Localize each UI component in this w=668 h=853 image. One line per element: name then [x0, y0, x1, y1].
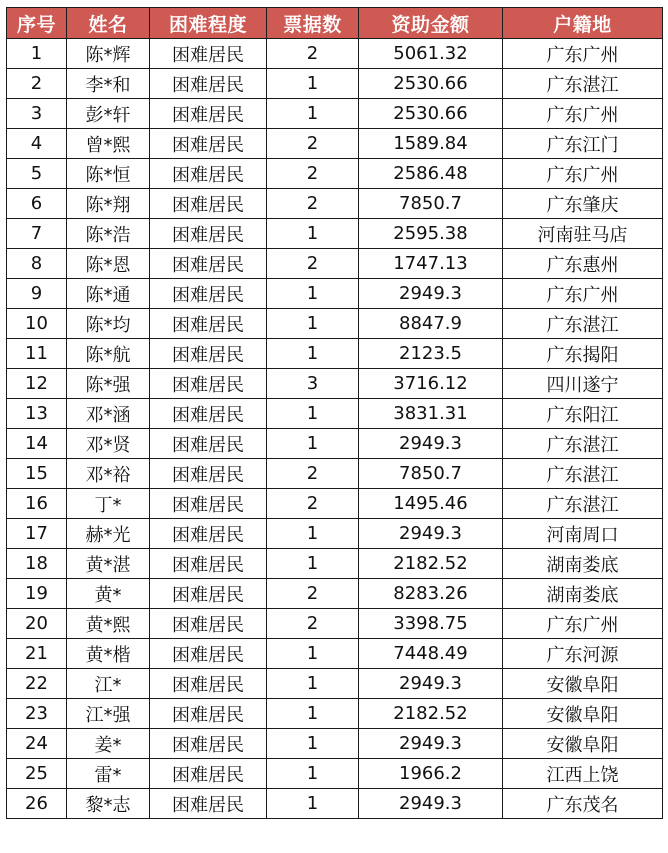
- cell-aid-amount: 2182.52: [359, 549, 503, 579]
- cell-hardship-level: 困难居民: [150, 789, 267, 819]
- column-header-hardship-level: 困难程度: [150, 8, 267, 39]
- cell-seq: 1: [7, 39, 67, 69]
- cell-seq: 7: [7, 219, 67, 249]
- cell-name: 黄*熙: [67, 609, 150, 639]
- cell-receipt-count: 2: [267, 159, 359, 189]
- cell-hardship-level: 困难居民: [150, 39, 267, 69]
- table-row: [7, 129, 663, 159]
- cell-aid-amount: 2182.52: [359, 699, 503, 729]
- cell-receipt-count: 1: [267, 519, 359, 549]
- cell-name: 黎*志: [67, 789, 150, 819]
- table-row: [7, 609, 663, 639]
- cell-name: 彭*轩: [67, 99, 150, 129]
- cell-household-registration: 四川遂宁: [503, 369, 663, 399]
- cell-hardship-level: 困难居民: [150, 729, 267, 759]
- cell-receipt-count: 2: [267, 39, 359, 69]
- cell-hardship-level: 困难居民: [150, 279, 267, 309]
- cell-hardship-level: 困难居民: [150, 129, 267, 159]
- table-header: [7, 8, 663, 39]
- cell-household-registration: 广东茂名: [503, 789, 663, 819]
- cell-receipt-count: 1: [267, 429, 359, 459]
- cell-seq: 16: [7, 489, 67, 519]
- cell-hardship-level: 困难居民: [150, 519, 267, 549]
- cell-household-registration: 广东惠州: [503, 249, 663, 279]
- cell-household-registration: 湖南娄底: [503, 579, 663, 609]
- cell-name: 黄*楷: [67, 639, 150, 669]
- cell-seq: 22: [7, 669, 67, 699]
- table-row: [7, 789, 663, 819]
- cell-aid-amount: 2949.3: [359, 669, 503, 699]
- table-row: [7, 159, 663, 189]
- cell-household-registration: 广东广州: [503, 279, 663, 309]
- table-row: [7, 669, 663, 699]
- cell-receipt-count: 1: [267, 219, 359, 249]
- cell-household-registration: 河南周口: [503, 519, 663, 549]
- cell-receipt-count: 1: [267, 99, 359, 129]
- cell-household-registration: 广东河源: [503, 639, 663, 669]
- cell-receipt-count: 2: [267, 189, 359, 219]
- cell-name: 邓*裕: [67, 459, 150, 489]
- table-row: [7, 699, 663, 729]
- cell-hardship-level: 困难居民: [150, 489, 267, 519]
- cell-hardship-level: 困难居民: [150, 429, 267, 459]
- cell-household-registration: 江西上饶: [503, 759, 663, 789]
- column-header-household-registration: 户籍地: [503, 8, 663, 39]
- cell-receipt-count: 1: [267, 729, 359, 759]
- cell-hardship-level: 困难居民: [150, 159, 267, 189]
- cell-seq: 23: [7, 699, 67, 729]
- cell-aid-amount: 2949.3: [359, 729, 503, 759]
- cell-receipt-count: 2: [267, 249, 359, 279]
- table-row: [7, 639, 663, 669]
- cell-name: 江*强: [67, 699, 150, 729]
- cell-hardship-level: 困难居民: [150, 579, 267, 609]
- table-row: [7, 519, 663, 549]
- cell-receipt-count: 1: [267, 399, 359, 429]
- cell-household-registration: 广东湛江: [503, 489, 663, 519]
- cell-receipt-count: 2: [267, 609, 359, 639]
- cell-aid-amount: 2949.3: [359, 429, 503, 459]
- cell-receipt-count: 1: [267, 789, 359, 819]
- cell-aid-amount: 5061.32: [359, 39, 503, 69]
- cell-seq: 9: [7, 279, 67, 309]
- cell-name: 陈*恩: [67, 249, 150, 279]
- cell-seq: 24: [7, 729, 67, 759]
- cell-hardship-level: 困难居民: [150, 219, 267, 249]
- cell-name: 雷*: [67, 759, 150, 789]
- cell-receipt-count: 1: [267, 759, 359, 789]
- cell-seq: 12: [7, 369, 67, 399]
- cell-receipt-count: 1: [267, 279, 359, 309]
- table-row: [7, 549, 663, 579]
- cell-aid-amount: 3831.31: [359, 399, 503, 429]
- cell-household-registration: 安徽阜阳: [503, 669, 663, 699]
- table-row: [7, 399, 663, 429]
- header-row: [7, 8, 663, 39]
- column-header-name: 姓名: [67, 8, 150, 39]
- table-row: [7, 69, 663, 99]
- table-row: [7, 309, 663, 339]
- cell-seq: 3: [7, 99, 67, 129]
- table-body: [7, 39, 663, 819]
- cell-seq: 6: [7, 189, 67, 219]
- cell-receipt-count: 3: [267, 369, 359, 399]
- cell-aid-amount: 8283.26: [359, 579, 503, 609]
- cell-hardship-level: 困难居民: [150, 339, 267, 369]
- cell-receipt-count: 2: [267, 579, 359, 609]
- cell-receipt-count: 1: [267, 699, 359, 729]
- cell-name: 陈*均: [67, 309, 150, 339]
- cell-hardship-level: 困难居民: [150, 99, 267, 129]
- cell-name: 江*: [67, 669, 150, 699]
- cell-name: 黄*湛: [67, 549, 150, 579]
- cell-household-registration: 广东广州: [503, 609, 663, 639]
- table-row: [7, 489, 663, 519]
- cell-hardship-level: 困难居民: [150, 399, 267, 429]
- table-row: [7, 759, 663, 789]
- cell-receipt-count: 1: [267, 669, 359, 699]
- cell-aid-amount: 2595.38: [359, 219, 503, 249]
- cell-seq: 14: [7, 429, 67, 459]
- cell-household-registration: 广东湛江: [503, 69, 663, 99]
- cell-seq: 15: [7, 459, 67, 489]
- cell-name: 李*和: [67, 69, 150, 99]
- cell-hardship-level: 困难居民: [150, 699, 267, 729]
- cell-household-registration: 安徽阜阳: [503, 699, 663, 729]
- cell-hardship-level: 困难居民: [150, 309, 267, 339]
- table-row: [7, 579, 663, 609]
- cell-seq: 13: [7, 399, 67, 429]
- cell-household-registration: 广东阳江: [503, 399, 663, 429]
- cell-household-registration: 广东湛江: [503, 429, 663, 459]
- cell-aid-amount: 7850.7: [359, 459, 503, 489]
- cell-hardship-level: 困难居民: [150, 189, 267, 219]
- column-header-aid-amount: 资助金额: [359, 8, 503, 39]
- table-row: [7, 249, 663, 279]
- cell-aid-amount: 2586.48: [359, 159, 503, 189]
- cell-seq: 10: [7, 309, 67, 339]
- cell-name: 陈*辉: [67, 39, 150, 69]
- cell-aid-amount: 2949.3: [359, 279, 503, 309]
- cell-aid-amount: 2530.66: [359, 69, 503, 99]
- cell-name: 陈*翔: [67, 189, 150, 219]
- cell-household-registration: 广东江门: [503, 129, 663, 159]
- cell-aid-amount: 8847.9: [359, 309, 503, 339]
- cell-receipt-count: 2: [267, 459, 359, 489]
- cell-seq: 8: [7, 249, 67, 279]
- table-row: [7, 459, 663, 489]
- cell-household-registration: 广东广州: [503, 39, 663, 69]
- cell-household-registration: 广东广州: [503, 159, 663, 189]
- cell-seq: 5: [7, 159, 67, 189]
- cell-seq: 21: [7, 639, 67, 669]
- cell-name: 陈*浩: [67, 219, 150, 249]
- cell-seq: 17: [7, 519, 67, 549]
- cell-hardship-level: 困难居民: [150, 369, 267, 399]
- cell-household-registration: 湖南娄底: [503, 549, 663, 579]
- cell-name: 陈*航: [67, 339, 150, 369]
- cell-name: 赫*光: [67, 519, 150, 549]
- cell-household-registration: 河南驻马店: [503, 219, 663, 249]
- cell-seq: 19: [7, 579, 67, 609]
- cell-aid-amount: 7850.7: [359, 189, 503, 219]
- column-header-receipt-count: 票据数: [267, 8, 359, 39]
- table-row: [7, 99, 663, 129]
- cell-aid-amount: 7448.49: [359, 639, 503, 669]
- cell-name: 陈*恒: [67, 159, 150, 189]
- cell-seq: 11: [7, 339, 67, 369]
- column-header-seq: 序号: [7, 8, 67, 39]
- table-row: [7, 219, 663, 249]
- cell-receipt-count: 1: [267, 309, 359, 339]
- table-row: [7, 729, 663, 759]
- cell-aid-amount: 1589.84: [359, 129, 503, 159]
- table-row: [7, 189, 663, 219]
- cell-household-registration: 广东湛江: [503, 309, 663, 339]
- cell-seq: 2: [7, 69, 67, 99]
- aid-recipients-table: [6, 7, 663, 819]
- cell-receipt-count: 1: [267, 339, 359, 369]
- cell-name: 邓*贤: [67, 429, 150, 459]
- cell-receipt-count: 1: [267, 549, 359, 579]
- cell-aid-amount: 3398.75: [359, 609, 503, 639]
- cell-name: 姜*: [67, 729, 150, 759]
- cell-aid-amount: 1495.46: [359, 489, 503, 519]
- cell-hardship-level: 困难居民: [150, 249, 267, 279]
- cell-name: 丁*: [67, 489, 150, 519]
- cell-household-registration: 广东揭阳: [503, 339, 663, 369]
- cell-hardship-level: 困难居民: [150, 549, 267, 579]
- cell-name: 陈*强: [67, 369, 150, 399]
- cell-name: 黄*: [67, 579, 150, 609]
- cell-household-registration: 广东肇庆: [503, 189, 663, 219]
- cell-hardship-level: 困难居民: [150, 669, 267, 699]
- table-row: [7, 429, 663, 459]
- cell-aid-amount: 3716.12: [359, 369, 503, 399]
- cell-household-registration: 安徽阜阳: [503, 729, 663, 759]
- cell-receipt-count: 2: [267, 129, 359, 159]
- cell-aid-amount: 1747.13: [359, 249, 503, 279]
- cell-name: 曾*熙: [67, 129, 150, 159]
- cell-receipt-count: 1: [267, 639, 359, 669]
- cell-household-registration: 广东湛江: [503, 459, 663, 489]
- table-row: [7, 279, 663, 309]
- table-row: [7, 339, 663, 369]
- cell-hardship-level: 困难居民: [150, 639, 267, 669]
- cell-receipt-count: 2: [267, 489, 359, 519]
- cell-hardship-level: 困难居民: [150, 609, 267, 639]
- cell-aid-amount: 2949.3: [359, 519, 503, 549]
- cell-hardship-level: 困难居民: [150, 69, 267, 99]
- cell-hardship-level: 困难居民: [150, 459, 267, 489]
- cell-aid-amount: 2949.3: [359, 789, 503, 819]
- cell-seq: 26: [7, 789, 67, 819]
- cell-receipt-count: 1: [267, 69, 359, 99]
- table-row: [7, 369, 663, 399]
- cell-hardship-level: 困难居民: [150, 759, 267, 789]
- cell-seq: 4: [7, 129, 67, 159]
- cell-name: 邓*涵: [67, 399, 150, 429]
- cell-seq: 25: [7, 759, 67, 789]
- table-row: [7, 39, 663, 69]
- cell-seq: 18: [7, 549, 67, 579]
- cell-household-registration: 广东广州: [503, 99, 663, 129]
- cell-seq: 20: [7, 609, 67, 639]
- cell-aid-amount: 2530.66: [359, 99, 503, 129]
- cell-name: 陈*通: [67, 279, 150, 309]
- cell-aid-amount: 1966.2: [359, 759, 503, 789]
- cell-aid-amount: 2123.5: [359, 339, 503, 369]
